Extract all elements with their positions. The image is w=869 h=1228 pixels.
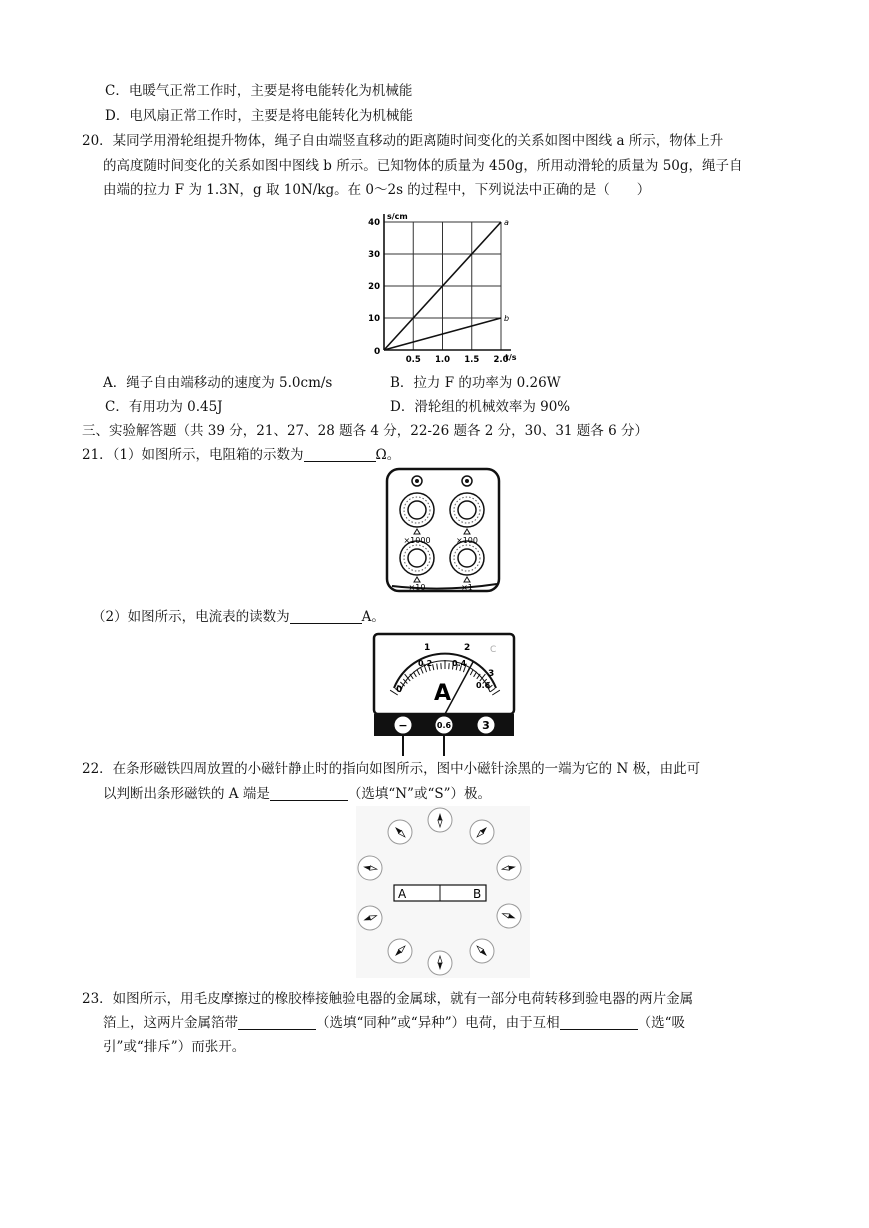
- x-tick-label: 0.5: [405, 355, 421, 365]
- compass-icon: [383, 934, 417, 968]
- q21-part1-prefix: 21．（1）如图所示，电阻箱的示数为: [82, 447, 304, 463]
- y-tick-label: 10: [368, 314, 380, 324]
- x-tick-label: 1.5: [464, 355, 480, 365]
- y-axis-label: s/cm: [387, 212, 408, 221]
- q22-stem-line-2: [103, 785, 491, 803]
- lower-scale-0.6: 0.6: [476, 681, 491, 690]
- upper-scale-1: 1: [424, 643, 431, 653]
- q23-stem-line-1: 23．如图所示，用毛皮摩擦过的橡胶棒接触验电器的金属球，就有一部分电荷转移到验电器的两片金属: [82, 991, 694, 1007]
- compass-icon: [494, 901, 525, 932]
- q23-prefix: 箔上，这两片金属箔带: [103, 1015, 238, 1031]
- compass-icon: [428, 951, 452, 975]
- q19-option-d: D．电风扇正常工作时，主要是将电能转化为机械能: [105, 108, 413, 124]
- y-tick-label: 40: [368, 218, 380, 228]
- ammeter-figure: [370, 630, 520, 758]
- compass-icon: [383, 815, 417, 849]
- x-axis-label: t/s: [505, 353, 517, 362]
- q21-part2-answer-blank[interactable]: [290, 609, 362, 624]
- q20-stem-line-3: 由端的拉力 F 为 1.3N，g 取 10N/kg。在 0～2s 的过程中，下列说法中正确的是（ ）: [103, 182, 651, 198]
- q20-option-b: B．拉力 F 的功率为 0.26W: [390, 375, 561, 391]
- q23-answer-blank-1[interactable]: [238, 1015, 316, 1030]
- q19-option-c: C．电暖气正常工作时，主要是将电能转化为机械能: [105, 83, 413, 99]
- y-tick-label: 20: [368, 282, 380, 292]
- lower-scale-0.2: 0.2: [418, 659, 433, 668]
- q20-option-d: D．滑轮组的机械效率为 90%: [390, 399, 571, 415]
- x-tick-label: 1.0: [434, 355, 451, 365]
- compass-icon: [465, 934, 499, 968]
- distance-time-chart: [358, 208, 528, 368]
- magnet-end-a: A: [398, 887, 407, 901]
- q23-stem-line-3: 引”或“排斥”）而张开。: [103, 1039, 246, 1055]
- upper-scale-0: 0: [396, 685, 403, 695]
- dial-label-x1000: ×1000: [403, 536, 431, 545]
- q22-suffix: （选填“N”或“S”）极。: [347, 786, 492, 802]
- y-tick-label: 30: [368, 250, 380, 260]
- series-label-a: a: [504, 218, 509, 227]
- dial-label-x1: ×1: [461, 583, 473, 592]
- svg-text:C: C: [490, 645, 497, 655]
- q23-answer-blank-2[interactable]: [560, 1015, 638, 1030]
- q21-part1: [82, 446, 400, 464]
- terminal-minus: −: [398, 719, 408, 732]
- dial-label-x10: ×10: [408, 583, 426, 592]
- upper-scale-2: 2: [464, 643, 471, 653]
- magnet-figure: [356, 806, 530, 978]
- dial-label-x100: ×100: [456, 536, 478, 545]
- lower-scale-0.4: 0.4: [452, 659, 467, 668]
- compass-icon: [495, 854, 523, 882]
- q20-option-c: C．有用功为 0.45J: [105, 399, 223, 415]
- q21-part2-prefix: （2）如图所示，电流表的读数为: [92, 609, 290, 625]
- q20-option-a: A．绳子自由端移动的速度为 5.0cm/s: [103, 375, 333, 391]
- resistance-box-body: [387, 469, 499, 591]
- magnet-end-b: B: [473, 887, 482, 901]
- compass-icon: [465, 815, 499, 849]
- upper-scale-3: 3: [488, 669, 495, 679]
- series-label-b: b: [504, 314, 510, 323]
- q21-part2: [92, 608, 385, 626]
- q21-part1-suffix: Ω。: [375, 447, 401, 463]
- compass-icon: [356, 854, 384, 882]
- terminal-3: 3: [482, 719, 490, 732]
- x-tick-label: 2.0: [493, 355, 509, 365]
- q21-part1-answer-blank[interactable]: [304, 447, 376, 462]
- q20-stem-line-1: 20．某同学用滑轮组提升物体，绳子自由端竖直移动的距离随时间变化的关系如图中图线 a 所示，物体上升: [82, 133, 724, 149]
- compass-icon: [356, 903, 385, 934]
- q20-graph: [358, 208, 528, 368]
- q22-stem-line-1: 22．在条形磁铁四周放置的小磁针静止时的指向如图所示，图中小磁针涂黑的一端为它的 N 极，由此可: [82, 761, 701, 777]
- q20-stem-line-2: 的高度随时间变化的关系如图中图线 b 所示。已知物体的质量为 450g，所用动滑轮的质量为 50g，绳子自: [103, 158, 743, 174]
- section-title: 三、实验解答题（共 39 分，21、27、28 题各 4 分，22-26 题各 2 分，30、31 题各 6 分）: [82, 423, 648, 439]
- q23-mid: （选填“同种”或“异种”）电荷，由于互相: [316, 1015, 560, 1031]
- q23-suffix: （选“吸: [637, 1015, 686, 1031]
- origin-label: 0: [374, 347, 381, 357]
- compass-icon: [428, 808, 452, 832]
- q22-prefix: 以判断出条形磁铁的 A 端是: [103, 786, 270, 802]
- terminal-0.6: 0.6: [436, 721, 452, 730]
- q22-answer-blank[interactable]: [270, 786, 348, 801]
- q21-part2-suffix: A。: [361, 609, 385, 625]
- resistance-box-figure: [384, 466, 504, 596]
- q23-stem-line-2: [103, 1014, 685, 1032]
- meter-unit-letter: A: [434, 681, 452, 706]
